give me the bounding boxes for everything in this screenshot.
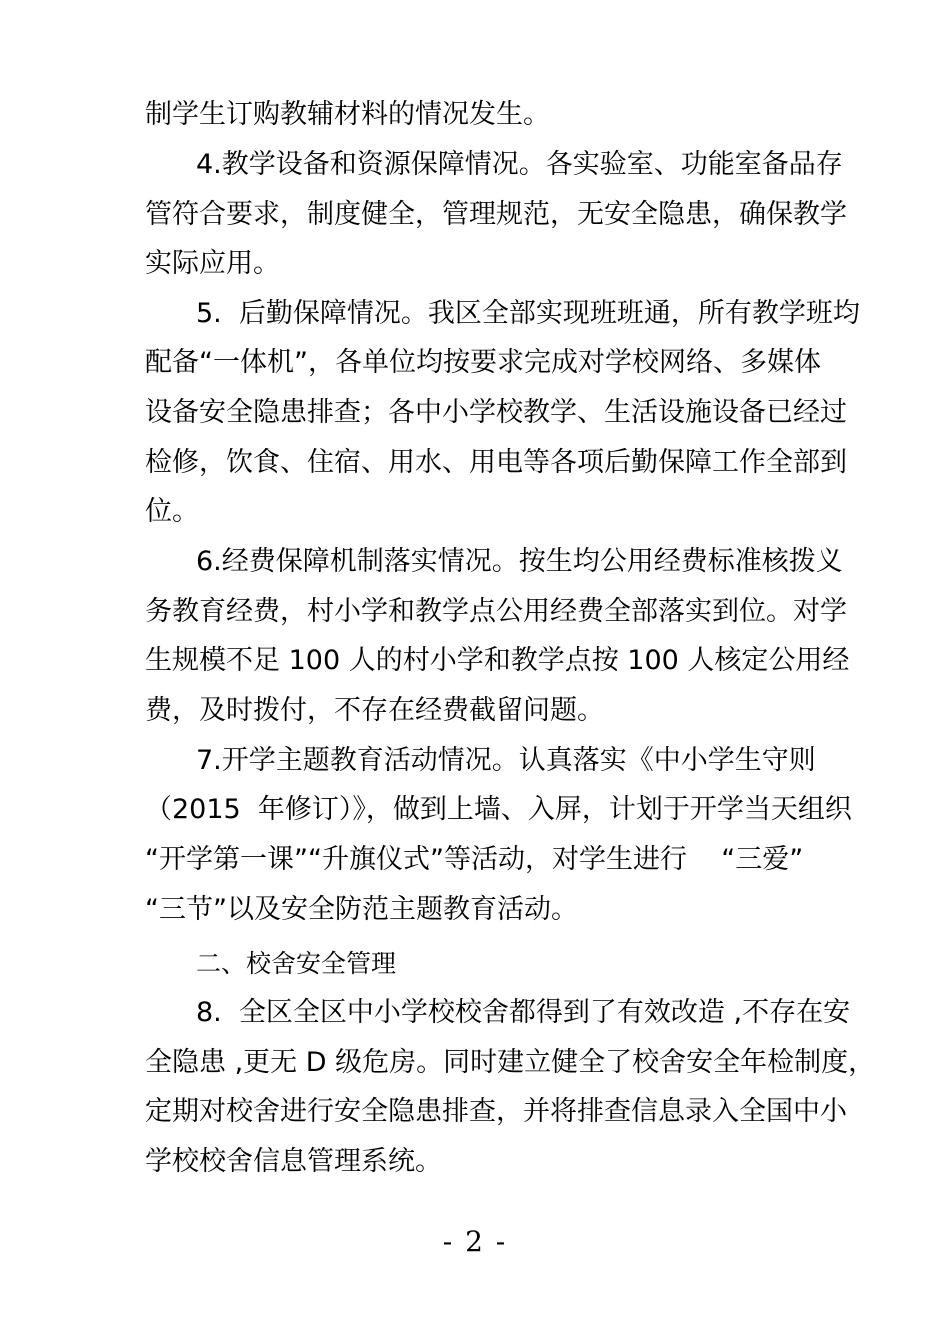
text-line: 5. 后勤保障情况。我区全部实现班班通，所有教学班均 [196,298,860,329]
text-line: 7.开学主题教育活动情况。认真落实《中小学生守则 [196,745,816,776]
page-number: - 2 - [442,1225,508,1258]
text-line: 检修，饮食、住宿、用水、用电等各项后勤保障工作全部到 [145,447,847,478]
text-line: 全隐患 ,更无 D 级危房。同时建立健全了校舍安全年检制度， [145,1047,876,1078]
text-line: （2015 年修订）》，做到上墙、入屏，计划于开学当天组织 [145,794,852,825]
text-line: 生规模不足 100 人的村小学和教学点按 100 人核定公用经 [145,645,850,676]
text-line: 务教育经费，村小学和教学点公用经费全部落实到位。对学 [145,596,847,627]
text-line: 学校校舍信息管理系统。 [145,1146,442,1177]
text-line: 位。 [145,496,199,527]
text-line: “三节”以及安全防范主题教育活动。 [145,894,578,925]
text-line: 8. 全区全区中小学校校舍都得到了有效改造 ,不存在安 [196,997,851,1028]
text-line: 费，及时拨付，不存在经费截留问题。 [145,695,604,726]
text-line: 配备“一体机”，各单位均按要求完成对学校网络、多媒体 [145,347,821,378]
text-line: 制学生订购教辅材料的情况发生。 [145,99,550,130]
text-line: 4.教学设备和资源保障情况。各实验室、功能室备品存 [196,149,843,180]
text-line: “开学第一课”“升旗仪式”等活动，对学生进行 “三爱” [145,844,804,875]
text-line: 实际应用。 [145,248,280,279]
text-line: 定期对校舍进行安全隐患排查，并将排查信息录入全国中小 [145,1096,847,1127]
section-heading: 二、校舍安全管理 [196,949,397,978]
text-line: 设备安全隐患排查；各中小学校教学、生活设施设备已经过 [145,397,847,428]
text-line: 管符合要求，制度健全，管理规范，无安全隐患，确保教学 [145,199,847,230]
text-line: 6.经费保障机制落实情况。按生均公用经费标准核拨义 [196,546,843,577]
